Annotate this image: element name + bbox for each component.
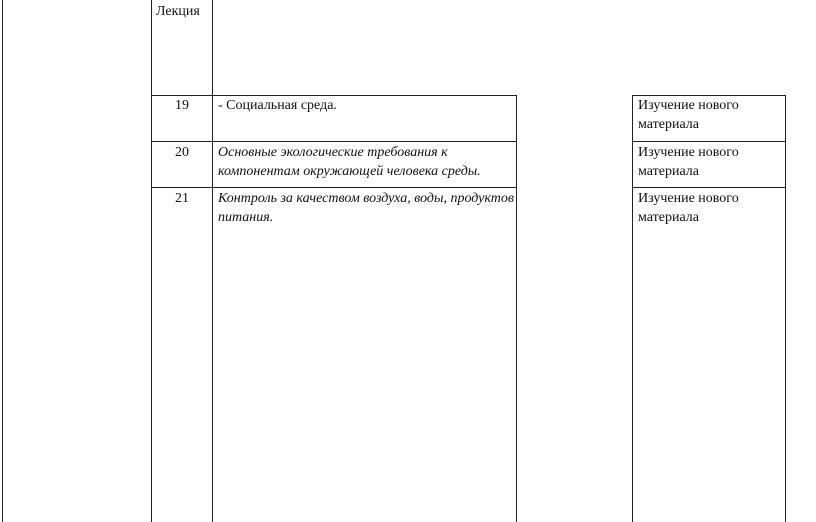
table-border-left [2, 0, 3, 522]
table-border-col3 [516, 95, 517, 522]
row-separator-20-top-right [632, 141, 786, 142]
row-topic: - Социальная среда. [218, 98, 337, 113]
row-form: Изучение нового материала [638, 191, 739, 225]
row-number: 20 [175, 145, 189, 160]
row-number: 21 [175, 191, 189, 206]
table-border-col2 [212, 0, 213, 522]
row-topic: Контроль за качеством воздуха, воды, продуктов питания. [218, 191, 514, 225]
row-form: Изучение нового материала [638, 145, 739, 179]
row-separator-21-top-right [632, 187, 786, 188]
row-separator-20-top [151, 141, 517, 142]
row-number: 19 [175, 98, 189, 113]
lesson-type-cell: Лекция [156, 4, 200, 19]
row-topic: Основные экологические требования к компонентам окружающей человека среды. [218, 145, 481, 179]
table-border-col4 [632, 95, 633, 522]
row-separator-21-top [151, 187, 517, 188]
table-border-right [785, 95, 786, 522]
row-form: Изучение нового материала [638, 98, 739, 132]
table-border-col1 [151, 0, 152, 522]
